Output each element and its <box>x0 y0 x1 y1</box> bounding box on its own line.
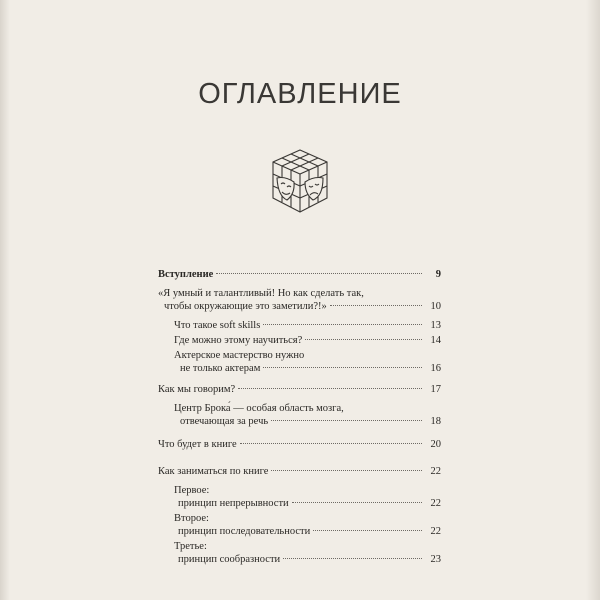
page-number: 17 <box>430 384 441 395</box>
toc-entry-acting-skills[interactable] <box>158 349 441 375</box>
dot-leader <box>330 305 422 306</box>
toc-entry-title: Второе: <box>174 513 209 524</box>
page-number: 22 <box>430 526 441 537</box>
toc-entry-title: Актерское мастерство нужно <box>174 350 305 361</box>
page-number: 13 <box>430 320 441 331</box>
toc-entry-title-cont: принцип последовательности <box>178 526 311 537</box>
toc-entry-title: Как заниматься по книге <box>158 466 269 477</box>
toc-entry-title: Центр Брока́ — особая область мозга, <box>174 403 344 414</box>
toc-entry-title-cont: принцип непрерывности <box>178 498 289 509</box>
toc-entry-continuity-principle[interactable] <box>158 484 441 510</box>
toc-entry-title: Где можно этому научиться? <box>174 335 303 346</box>
dot-leader <box>313 530 422 531</box>
page-number: 18 <box>430 416 441 427</box>
toc-entry-title: Что такое soft skills <box>174 320 261 331</box>
dot-leader <box>240 443 422 444</box>
page-number: 16 <box>430 363 441 374</box>
dot-leader <box>216 273 422 274</box>
dot-leader <box>238 388 422 389</box>
toc-entry-title: Как мы говорим? <box>158 384 236 395</box>
toc-entry-book-contents[interactable] <box>158 438 441 451</box>
dot-leader <box>283 558 422 559</box>
toc-entry-title-cont: чтобы окружающие это заметили?!» <box>164 301 327 312</box>
toc-entry-soft-skills[interactable] <box>158 319 441 332</box>
dot-leader <box>305 339 422 340</box>
dot-leader <box>271 420 422 421</box>
dot-leader <box>292 502 422 503</box>
page-number: 14 <box>430 335 441 346</box>
toc-entry-sequence-principle[interactable] <box>158 512 441 538</box>
toc-entry-how-to-study[interactable] <box>158 465 441 478</box>
page-number: 9 <box>435 269 441 280</box>
page-number: 22 <box>430 498 441 509</box>
toc-entry-conformity-principle[interactable] <box>158 540 441 566</box>
toc-entry-title: Что будет в книге <box>158 439 237 450</box>
page-number: 22 <box>430 466 441 477</box>
toc-entry-title-cont: отвечающая за речь <box>180 416 269 427</box>
page-number: 23 <box>430 554 441 565</box>
toc-entry-where-to-learn[interactable] <box>158 334 441 347</box>
table-of-contents <box>158 268 441 568</box>
dot-leader <box>263 324 422 325</box>
toc-entry-introduction[interactable] <box>158 268 441 281</box>
toc-entry-how-we-speak[interactable] <box>158 383 441 396</box>
toc-entry-title: Третье: <box>174 541 207 552</box>
page-number: 20 <box>430 439 441 450</box>
toc-entry-smart-talented[interactable] <box>158 287 441 313</box>
toc-entry-title-cont: принцип сообразности <box>178 554 281 565</box>
toc-entry-title: «Я умный и талантливый! Но как сделать так, <box>158 288 364 299</box>
rubiks-cube-theatre-masks-icon <box>269 148 331 214</box>
page-title: ОГЛАВЛЕНИЕ <box>198 78 402 110</box>
toc-entry-broca-area[interactable] <box>158 402 441 428</box>
toc-entry-title: Первое: <box>174 485 210 496</box>
dot-leader <box>263 367 422 368</box>
page-number: 10 <box>430 301 441 312</box>
dot-leader <box>271 470 422 471</box>
toc-entry-title: Вступление <box>158 269 214 280</box>
toc-entry-title-cont: не только актерам <box>180 363 261 374</box>
